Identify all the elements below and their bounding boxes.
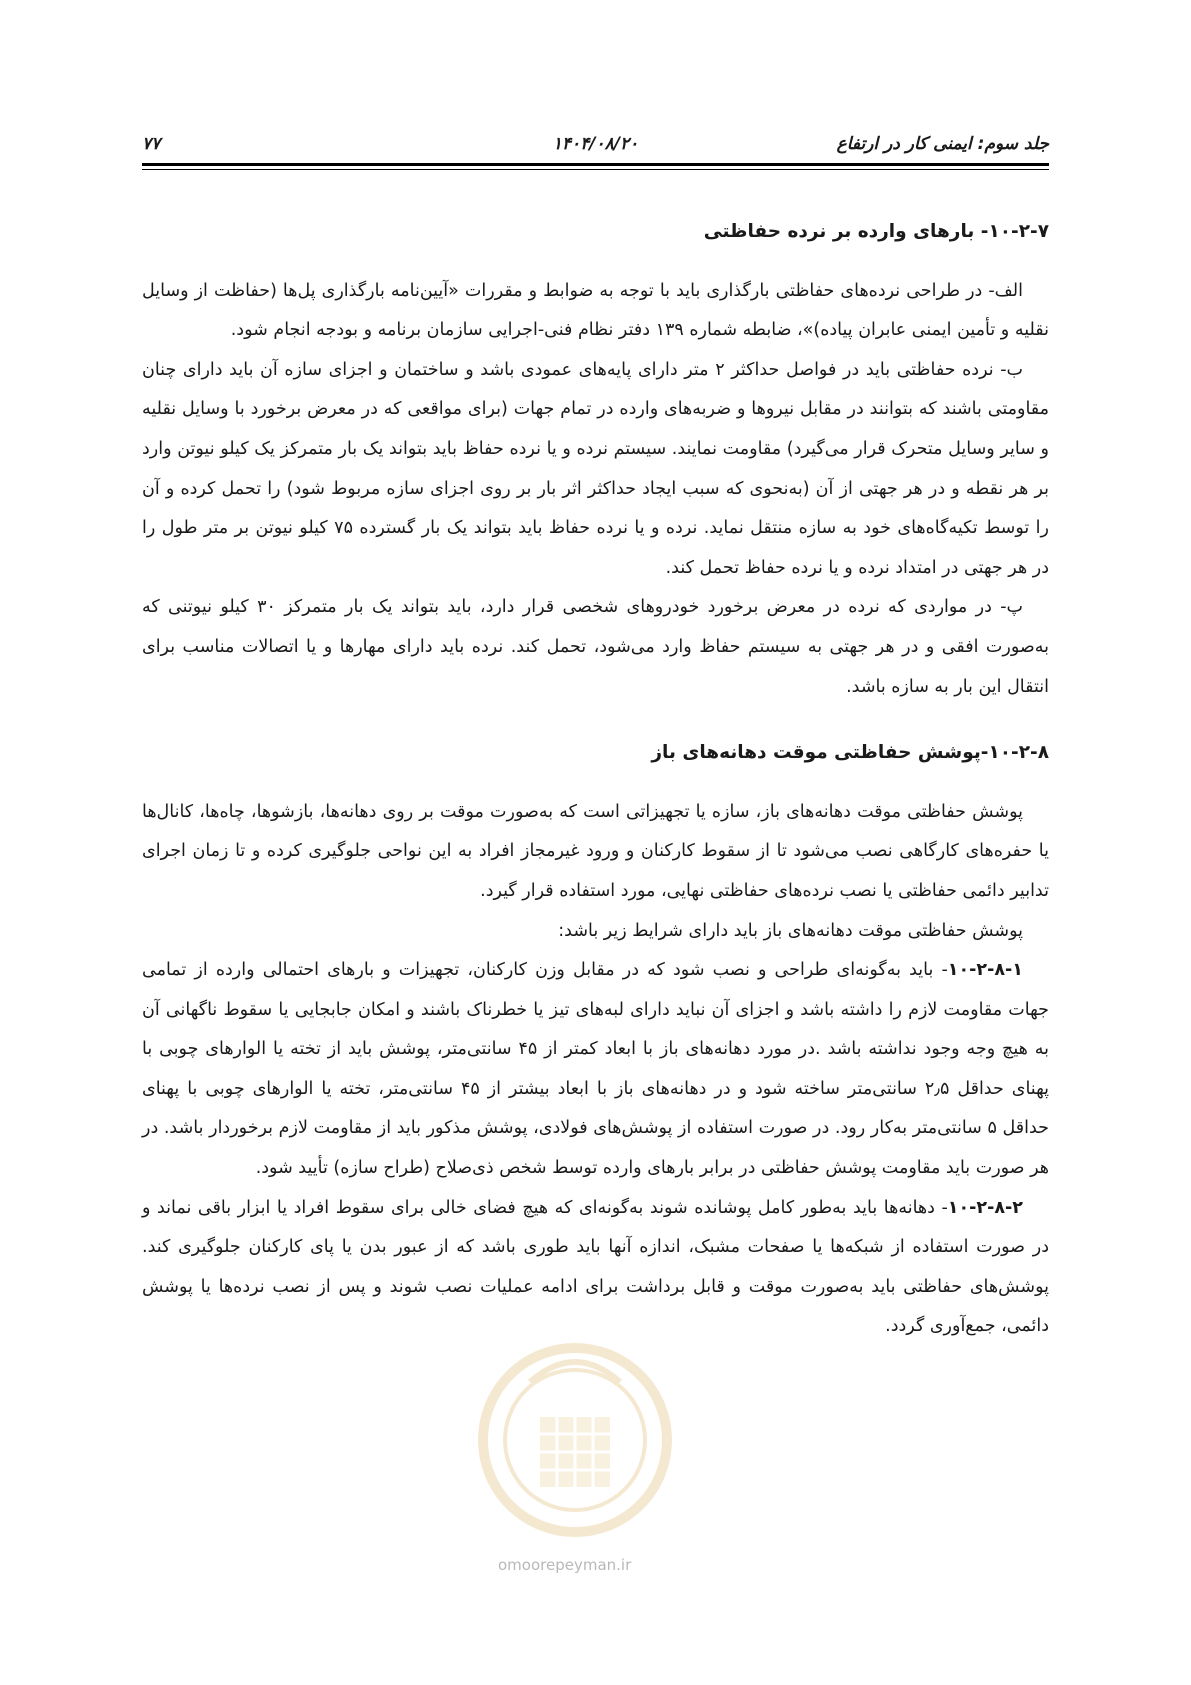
section-heading: ۱۰-۲-۸-پوشش حفاظتی موقت دهانه‌های باز [651, 742, 1049, 764]
watermark-text: omoorepeyman.ir [498, 1556, 632, 1574]
header-rule-thin [142, 169, 1049, 170]
page-header [142, 128, 1049, 160]
clause-1 [142, 951, 1049, 1189]
book-title: جلد سوم: ایمنی کار در ارتفاع [836, 134, 1049, 154]
header-date: ۱۴۰۴/۰۸/۲۰ [552, 134, 639, 154]
paragraph-pe: پ- در مواردی که نرده در معرض برخورد خودروهای شخصی قرار دارد، باید بتواند یک بار متمرکز ۳۰ کیلو نیوتنی که به‌صورت افقی و در هر جهتی به سیستم حفاظ وارد می‌شود، تحمل کند. نرده باید دارای مهارها و یا اتصالات مناسب برای انتقال این بار به سازه باشد. [142, 597, 1049, 697]
paragraph-be: ب- نرده حفاظتی باید در فواصل حداکثر ۲ متر دارای پایه‌های عمودی باشد و ساختمان و اجزای سازه آن باید دارای چنان مقاومتی باشند که بتوانند در مقابل نیروها و ضربه‌های وارده در تمام جهات (برای مواقعی که در معرض برخورد با وسایل نقلیه و سایر وسایل متحرک قرار می‌گیرد) مقاومت نمایند. سیستم نرده و یا نرده حفاظ باید بتواند یک بار متمرکز یک کیلو نیوتن وارد بر هر نقطه و در هر جهتی از آن (به‌نحوی که سبب ایجاد حداکثر اثر بار بر روی اجزای سازه مربوط شود) را تحمل کرده و آن را توسط تکیه‌گاه‌های خود به سازه منتقل نماید. نرده و یا نرده حفاظ باید بتواند یک بار گسترده ۷۵ کیلو نیوتن بر متر طول را در هر جهتی در امتداد نرده و یا نرده حفاظ تحمل کند. [142, 359, 1049, 578]
paragraph-intro: پوشش حفاظتی موقت دهانه‌های باز، سازه یا تجهیزاتی است که به‌صورت موقت بر روی دهانه‌ها، بازشوها، چاه‌ها، کانال‌ها یا حفره‌های کارگاهی نصب می‌شود تا از سقوط کارکنان و ورود غیرمجاز افراد به این نواحی جلوگیری کرده و تا زمان اجرای تدابیر دائمی حفاظتی یا نصب نرده‌های حفاظتی نهایی، مورد استفاده قرار گیرد. [142, 801, 1049, 901]
clause-text: - دهانه‌ها باید به‌طور کامل پوشانده شوند به‌گونه‌ای که هیچ فضای خالی برای سقوط افراد یا ابزار باقی نماند و در صورت استفاده از شبکه‌ها یا صفحات مشبک، اندازه آنها باید طوری باشد که از عبور بدن یا پای کارکنان جلوگیری کند. پوشش‌های حفاظتی باید به‌صورت موقت و قابل برداشت برای ادامه عملیات نصب شوند و پس از نصب نرده‌ها یا پوشش دائمی، جمع‌آوری گردد. [142, 1197, 1049, 1337]
watermark-seal-icon [470, 1322, 680, 1572]
section-heading: ۱۰-۲-۷- بارهای وارده بر نرده حفاظتی [703, 221, 1049, 242]
clause-number: ۱۰-۲-۸-۱ [947, 960, 1023, 981]
paragraph-conditions: پوشش حفاظتی موقت دهانه‌های باز باید دارای شرایط زیر باشد: [558, 920, 1023, 941]
page-number: ۷۷ [142, 134, 161, 154]
header-rule-thick [142, 163, 1049, 166]
clause-number: ۱۰-۲-۸-۲ [947, 1197, 1023, 1218]
clause-2 [142, 1189, 1049, 1347]
clause-text: - باید به‌گونه‌ای طراحی و نصب شود که در مقابل وزن کارکنان، تجهیزات و بارهای احتمالی وارده از تمامی جهات مقاومت لازم را داشته باشد و اجزای آن نباید دارای لبه‌های تیز یا خطرناک باشند و امکان جابجایی یا سقوط ناگهانی آن به هیچ وجه وجود نداشته باشد .در مورد دهانه‌های باز با ابعاد کمتر از ۴۵ سانتی‌متر، پوشش باید از تخته یا الوارهای چوبی با پهنای حداقل ۲٫۵ سانتی‌متر ساخته شود و در دهانه‌های باز با ابعاد بیشتر از ۴۵ سانتی‌متر، تخته یا الوارهای چوبی با پهنای حداقل ۵ سانتی‌متر به‌کار رود. در صورت استفاده از پوشش‌های فولادی، پوشش مذکور باید از مقاومت لازم برخوردار باشد. در هر صورت باید مقاومت پوشش حفاظتی در برابر بارهای وارده توسط شخص ذی‌صلاح (طراح سازه) تأیید شود. [142, 960, 1050, 1179]
page-body [142, 212, 1049, 1347]
paragraph-alef: الف- در طراحی نرده‌های حفاظتی بارگذاری باید با توجه به ضوابط و مقررات «آیین‌نامه بارگذاری پل‌ها (حفاظت از وسایل نقلیه و تأمین ایمنی عابران پیاده)»، ضابطه شماره ۱۳۹ دفتر نظام فنی-اجرایی سازمان برنامه و بودجه انجام شود. [142, 280, 1049, 341]
